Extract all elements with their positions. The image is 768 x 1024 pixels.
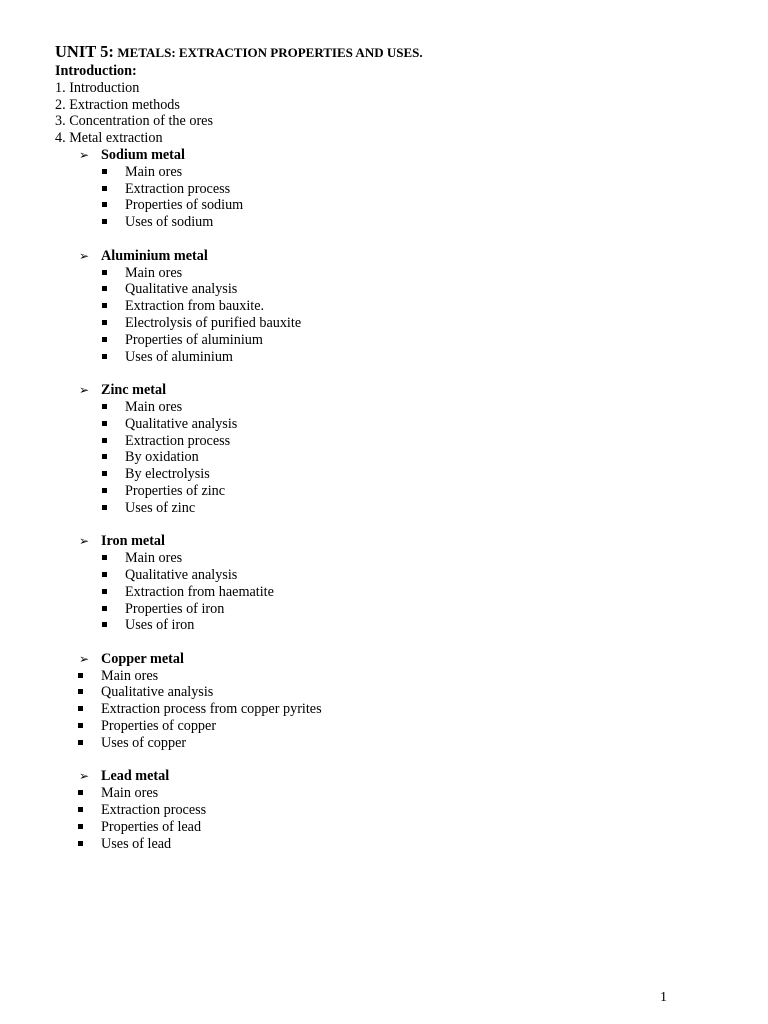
section-heading-text: Zinc metal (101, 382, 167, 399)
list-item (55, 416, 715, 433)
metal-section (55, 752, 715, 853)
section-spacer (55, 634, 715, 651)
list-item (55, 466, 715, 483)
list-item-text: Uses of zinc (125, 499, 196, 516)
list-item-text: Uses of lead (101, 835, 172, 852)
list-item (55, 684, 715, 701)
square-bullet-icon (78, 824, 83, 829)
square-bullet-icon (102, 555, 107, 560)
square-bullet-icon (102, 589, 107, 594)
list-item-text: Qualitative analysis (125, 415, 238, 432)
metal-section (55, 365, 715, 516)
list-item-text: Extraction from bauxite. (125, 298, 265, 315)
list-item (55, 601, 715, 618)
square-bullet-icon (102, 303, 107, 308)
metal-sections (55, 147, 715, 852)
section-heading-text: Sodium metal (101, 146, 185, 163)
title-unit: UNIT 5: (55, 42, 114, 61)
square-bullet-icon (102, 606, 107, 611)
square-bullet-icon (102, 169, 107, 174)
list-item (55, 265, 715, 282)
list-item-text: Extraction process (125, 432, 231, 449)
list-item (55, 164, 715, 181)
list-item-text: Uses of iron (125, 617, 195, 634)
arrow-bullet-icon: ➢ (79, 651, 90, 666)
list-item-text: By electrolysis (125, 466, 210, 483)
list-item (55, 735, 715, 752)
metal-section (55, 634, 715, 752)
list-item-text: Uses of sodium (125, 214, 214, 231)
list-item-text: Qualitative analysis (101, 684, 214, 701)
list-item (55, 617, 715, 634)
list-item (55, 315, 715, 332)
square-bullet-icon (102, 219, 107, 224)
list-item (55, 298, 715, 315)
square-bullet-icon (102, 488, 107, 493)
list-item-text: Properties of iron (125, 600, 225, 617)
numbered-item: 1. Introduction (55, 79, 140, 96)
arrow-bullet-icon: ➢ (79, 769, 90, 784)
list-item (55, 349, 715, 366)
square-bullet-icon (102, 622, 107, 627)
section-heading (55, 382, 715, 399)
list-item-text: Properties of copper (101, 718, 217, 735)
list-item-text: Main ores (125, 398, 183, 415)
list-item (55, 281, 715, 298)
section-spacer (55, 752, 715, 769)
section-spacer (55, 517, 715, 534)
list-item-text: Qualitative analysis (125, 281, 238, 298)
list-item-text: Main ores (125, 550, 183, 567)
list-item (55, 836, 715, 853)
list-item (55, 197, 715, 214)
metal-section (55, 147, 715, 231)
section-heading-text: Aluminium metal (101, 247, 208, 264)
list-item-text: Uses of copper (101, 734, 187, 751)
list-item-text: Extraction process (125, 180, 231, 197)
list-item-text: Properties of sodium (125, 197, 244, 214)
list-item (55, 550, 715, 567)
square-bullet-icon (102, 337, 107, 342)
list-item-text: Extraction process (101, 802, 207, 819)
list-item (55, 668, 715, 685)
arrow-bullet-icon: ➢ (79, 383, 90, 398)
list-item-text: Main ores (101, 667, 159, 684)
list-item (55, 819, 715, 836)
square-bullet-icon (102, 320, 107, 325)
section-heading (55, 651, 715, 668)
arrow-bullet-icon: ➢ (79, 147, 90, 162)
section-spacer (55, 231, 715, 248)
list-item (55, 802, 715, 819)
square-bullet-icon (102, 454, 107, 459)
list-item-text: By oxidation (125, 449, 199, 466)
square-bullet-icon (102, 202, 107, 207)
list-item-text: Extraction from haematite (125, 583, 274, 600)
numbered-item: 4. Metal extraction (55, 130, 163, 147)
list-item-text: Main ores (101, 785, 159, 802)
list-item-text: Electrolysis of purified bauxite (125, 314, 302, 331)
list-item (55, 433, 715, 450)
list-item-text: Uses of aluminium (125, 348, 233, 365)
list-item-text: Main ores (125, 264, 183, 281)
list-item-text: Extraction process from copper pyrites (101, 701, 322, 718)
metal-section (55, 231, 715, 365)
list-item (55, 500, 715, 517)
title-text: METALS: EXTRACTION PROPERTIES AND USES. (117, 45, 423, 60)
square-bullet-icon (102, 404, 107, 409)
numbered-list (55, 80, 715, 147)
numbered-item: 3. Concentration of the ores (55, 113, 213, 130)
square-bullet-icon (102, 438, 107, 443)
square-bullet-icon (102, 572, 107, 577)
square-bullet-icon (78, 841, 83, 846)
square-bullet-icon (78, 740, 83, 745)
square-bullet-icon (102, 186, 107, 191)
list-item-text: Properties of lead (101, 818, 202, 835)
list-item (55, 181, 715, 198)
section-heading (55, 533, 715, 550)
square-bullet-icon (78, 706, 83, 711)
list-item (55, 483, 715, 500)
arrow-bullet-icon: ➢ (79, 248, 90, 263)
list-item (55, 214, 715, 231)
square-bullet-icon (102, 421, 107, 426)
document-content (55, 42, 715, 852)
square-bullet-icon (102, 286, 107, 291)
list-item (55, 584, 715, 601)
section-heading-text: Lead metal (101, 768, 170, 785)
list-item-text: Properties of zinc (125, 482, 226, 499)
list-item (55, 399, 715, 416)
list-item (55, 332, 715, 349)
page-title (55, 42, 715, 63)
list-item-text: Qualitative analysis (125, 566, 238, 583)
square-bullet-icon (102, 505, 107, 510)
list-item (55, 785, 715, 802)
list-item (55, 718, 715, 735)
square-bullet-icon (78, 689, 83, 694)
list-item-text: Properties of aluminium (125, 331, 263, 348)
arrow-bullet-icon: ➢ (79, 534, 90, 549)
page-number: 1 (660, 990, 667, 1005)
section-heading (55, 248, 715, 265)
list-item-text: Main ores (125, 163, 183, 180)
square-bullet-icon (102, 471, 107, 476)
section-spacer (55, 365, 715, 382)
introduction-label: Introduction: (55, 63, 137, 79)
square-bullet-icon (102, 354, 107, 359)
numbered-item: 2. Extraction methods (55, 96, 180, 113)
section-heading-text: Copper metal (101, 650, 184, 667)
section-heading (55, 768, 715, 785)
list-item (55, 567, 715, 584)
square-bullet-icon (78, 723, 83, 728)
list-item (55, 449, 715, 466)
square-bullet-icon (102, 270, 107, 275)
list-item (55, 701, 715, 718)
square-bullet-icon (78, 790, 83, 795)
square-bullet-icon (78, 807, 83, 812)
square-bullet-icon (78, 673, 83, 678)
metal-section (55, 517, 715, 635)
section-heading-text: Iron metal (101, 533, 165, 550)
section-heading (55, 147, 715, 164)
